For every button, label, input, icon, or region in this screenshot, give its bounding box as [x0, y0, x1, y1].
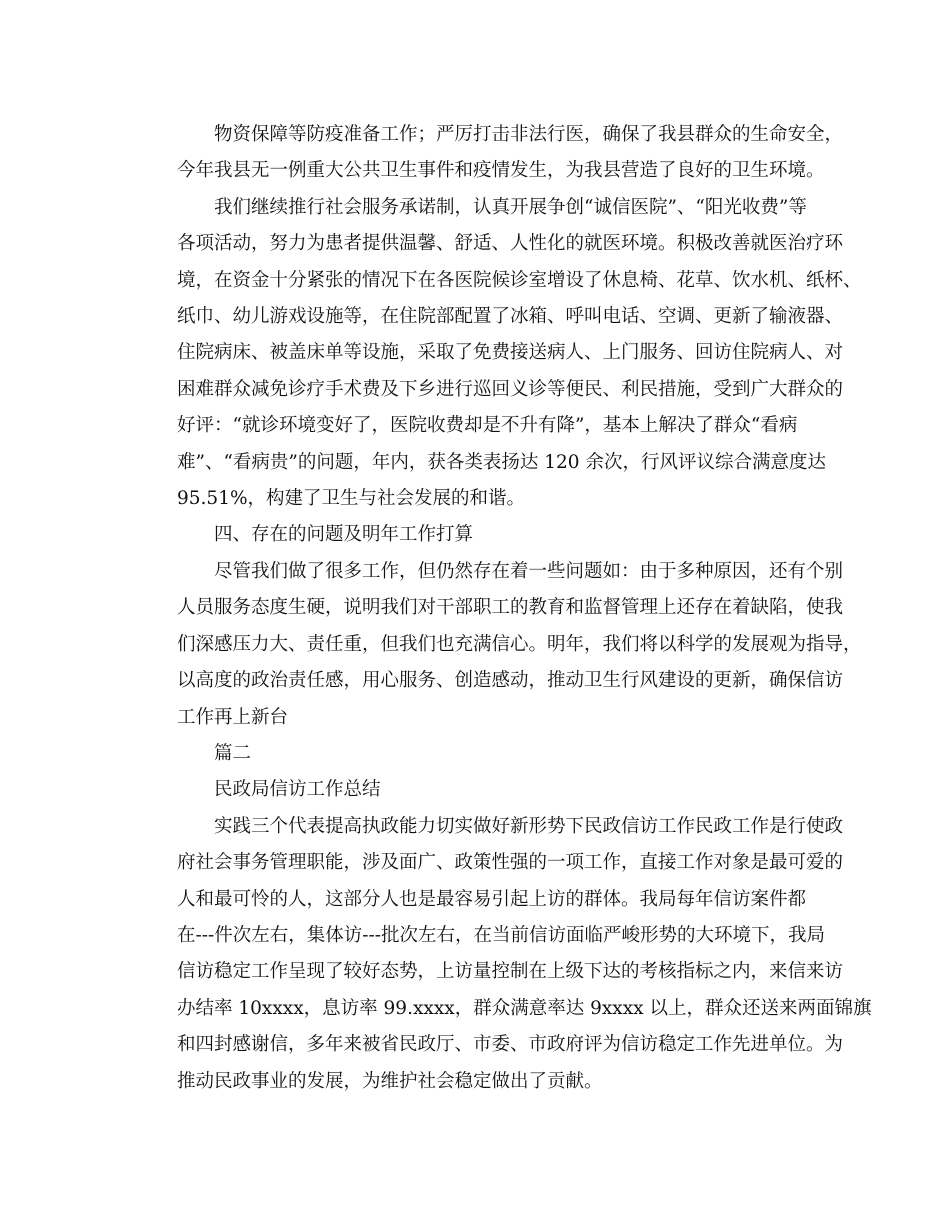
text-line: 人员服务态度生硬，说明我们对干部职工的教育和监督管理上还存在着缺陷，使我 — [177, 597, 844, 619]
document-body — [140, 117, 872, 1100]
text-line: 篇二 — [214, 742, 252, 764]
text-line: 人和最可怜的人，这部分人也是最容易引起上访的群体。我局每年信访案件都 — [177, 888, 807, 910]
text-line: 以高度的政治责任感，用心服务、创造感动，推动卫生行风建设的更新，确保信访 — [177, 670, 844, 692]
text-line: 民政局信访工作总结 — [214, 779, 381, 801]
text-line: 境，在资金十分紧张的情况下在各医院候诊室增设了休息椅、花草、饮水机、纸杯、 — [177, 269, 862, 291]
paragraph-existing-problems — [140, 554, 862, 736]
section-heading-part-two — [140, 736, 820, 772]
text-line: 住院病床、被盖床单等设施，采取了免费接送病人、上门服务、回访住院病人、对 — [177, 342, 844, 364]
text-line: 和四封感谢信，多年来被省民政厅、市委、市政府评为信访稳定工作先进单位。为 — [177, 1034, 844, 1056]
paragraph-epidemic-prevention — [140, 117, 844, 190]
text-line: 实践三个代表提高执政能力切实做好新形势下民政信访工作民政工作是行使政 — [214, 815, 844, 837]
text-line: 今年我县无一例重大公共卫生事件和疫情发生，为我县营造了良好的卫生环境。 — [177, 160, 825, 182]
text-line: 纸巾、幼儿游戏设施等，在住院部配置了冰箱、呼叫电话、空调、更新了输液器、 — [177, 306, 844, 328]
text-line: 在---件次左右，集体访---批次左右，在当前信访面临严峻形势的大环境下，我局 — [177, 924, 826, 946]
text-line: 四、存在的问题及明年工作打算 — [214, 524, 474, 546]
text-line: 难”、“看病贵”的问题，年内，获各类表扬达 120 余次，行风评议综合满意度达 — [177, 451, 826, 473]
text-line: 工作再上新台 — [177, 706, 289, 728]
text-line: 办结率 10xxxx，息访率 99.xxxx，群众满意率达 9xxxx 以上，群众还送来两面锦旗 — [177, 997, 872, 1019]
paragraph-service-commitment — [140, 190, 862, 518]
text-line: 府社会事务管理职能，涉及面广、政策性强的一项工作，直接工作对象是最可爱的 — [177, 852, 844, 874]
text-line: 们深感压力大、责任重，但我们也充满信心。明年，我们将以科学的发展观为指导， — [177, 633, 862, 655]
text-line: 困难群众减免诊疗手术费及下乡进行巡回义诊等便民、利民措施，受到广大群众的 — [177, 378, 844, 400]
text-line: 尽管我们做了很多工作，但仍然存在着一些问题如：由于多种原因，还有个别 — [214, 560, 844, 582]
paragraph-civil-affairs-petition — [140, 809, 872, 1100]
section-heading-problems-plans — [140, 517, 820, 553]
text-line: 推动民政事业的发展，为维护社会稳定做出了贡献。 — [177, 1070, 603, 1092]
text-line: 物资保障等防疫准备工作；严厉打击非法行医，确保了我县群众的生命安全， — [214, 124, 844, 145]
text-line: 我们继续推行社会服务承诺制，认真开展争创“诚信医院”、“阳光收费”等 — [214, 196, 807, 218]
text-line: 95.51%，构建了卫生与社会发展的和谐。 — [177, 488, 526, 510]
document-title-civil-affairs — [140, 772, 820, 808]
text-line: 信访稳定工作呈现了较好态势，上访量控制在上级下达的考核指标之内，来信来访 — [177, 961, 844, 983]
text-line: 各项活动，努力为患者提供温馨、舒适、人性化的就医环境。积极改善就医治疗环 — [177, 233, 844, 255]
text-line: 好评：“就诊环境变好了，医院收费却是不升有降”，基本上解决了群众“看病 — [177, 415, 798, 437]
